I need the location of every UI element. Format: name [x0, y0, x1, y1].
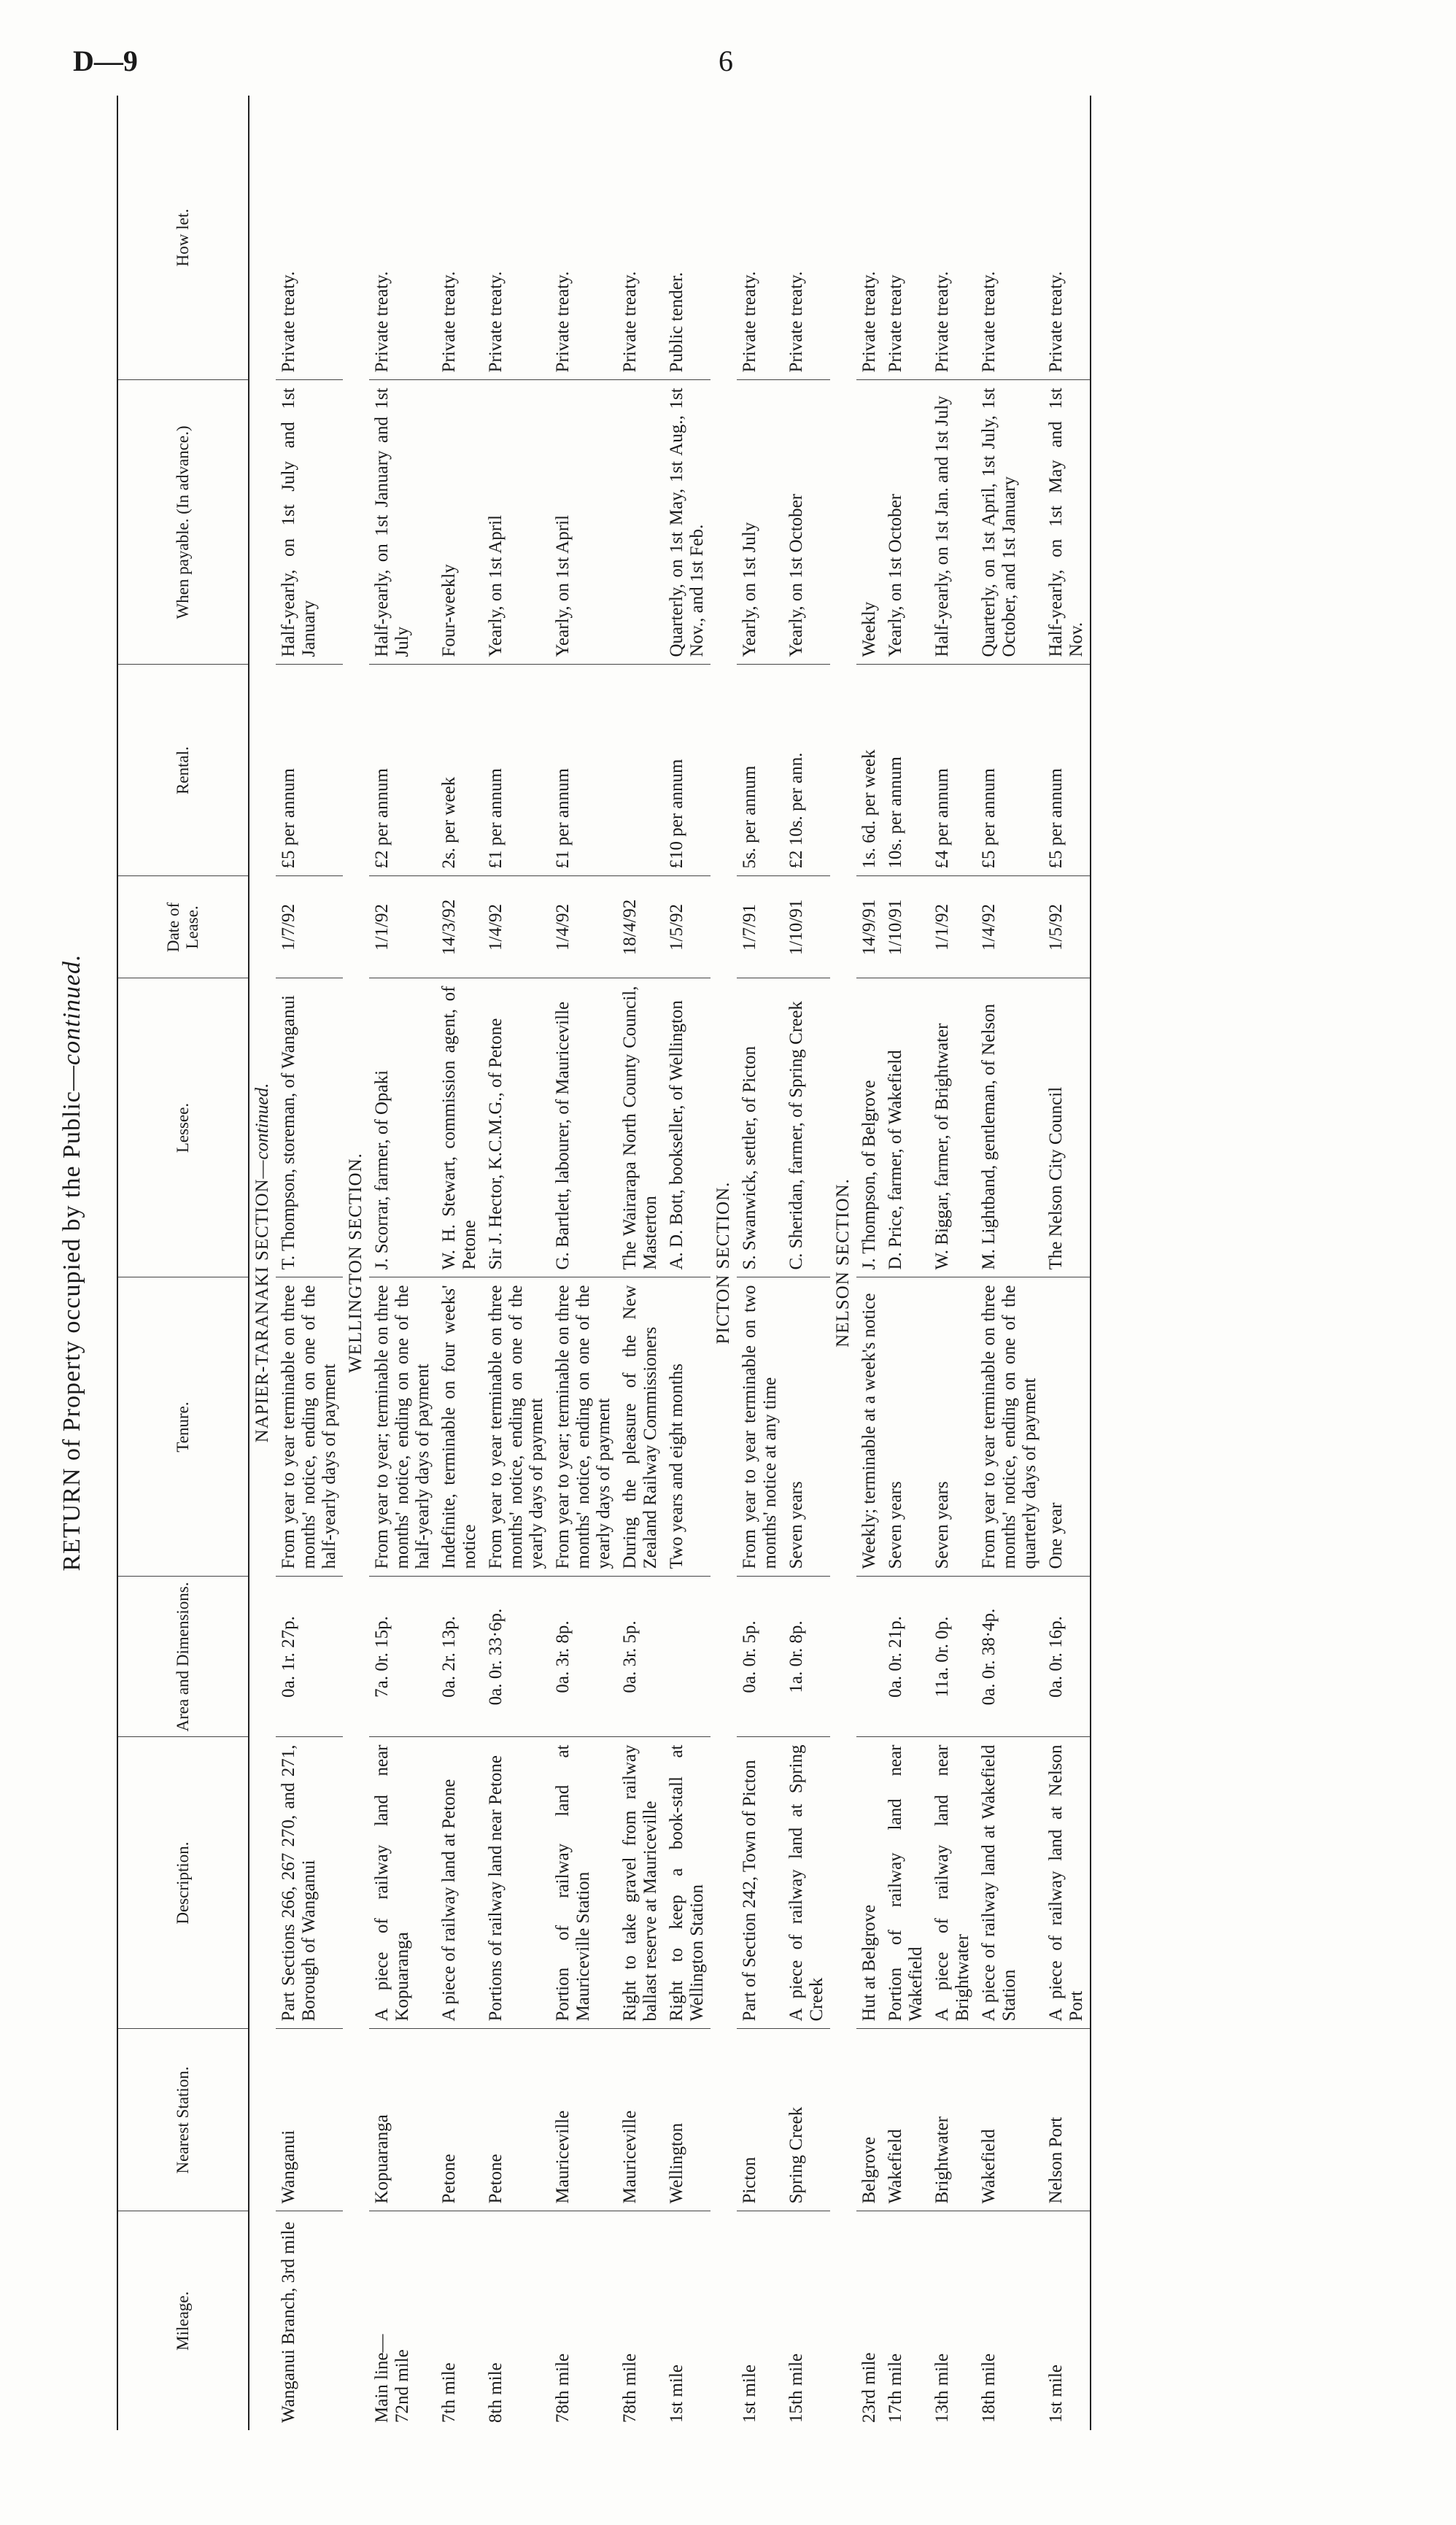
table-row — [737, 96, 783, 2430]
date-cell: 1/5/92 — [1043, 876, 1091, 978]
rental-cell — [617, 665, 664, 876]
column-header: Description. — [117, 1737, 249, 2029]
date-cell: 1/4/92 — [550, 876, 617, 978]
description-cell: A piece of railway land at Petone — [436, 1737, 483, 2029]
tenure-cell: One year — [1043, 1277, 1091, 1577]
property-return-table — [117, 96, 1091, 2430]
tenure-cell: From year to year terminable on three months' notice, ending on one of the yearly days of payment — [483, 1277, 550, 1577]
mileage-cell: 17th mile — [883, 2211, 929, 2430]
rental-cell: £5 per annum — [1043, 665, 1091, 876]
description-cell: A piece of railway land near Kopuaranga — [369, 1737, 436, 2029]
payable-cell: Half-yearly, on 1st January and 1st July — [369, 380, 436, 665]
payable-cell: Half-yearly, on 1st May and 1st Nov. — [1043, 380, 1091, 665]
rental-cell: 1s. 6d. per week — [856, 665, 883, 876]
header-row — [117, 96, 249, 2430]
tenure-cell: During the pleasure of the New Zealand Railway Commissioners — [617, 1277, 664, 1577]
lessee-cell: T. Thompson, storeman, of Wanganui — [276, 978, 343, 1277]
description-cell: Right to take gravel from railway ballast reserve at Mauriceville — [617, 1737, 664, 2029]
section-heading: NELSON SECTION. — [833, 1178, 853, 1347]
how-let-cell: Private treaty. — [617, 96, 664, 380]
column-header: Lessee. — [117, 978, 249, 1277]
area-cell: 11a. 0r. 0p. — [929, 1577, 976, 1737]
rental-cell: £5 per annum — [276, 665, 343, 876]
section-heading: NAPIER-TARANAKI SECTION—continued. — [252, 1083, 272, 1443]
table-row — [929, 96, 976, 2430]
station-cell: Petone — [483, 2029, 550, 2211]
area-cell: 0a. 0r. 33·6p. — [483, 1577, 550, 1737]
mileage-cell: 1st mile — [1043, 2211, 1091, 2430]
table-row — [483, 96, 550, 2430]
area-cell: 0a. 3r. 8p. — [550, 1577, 617, 1737]
description-cell: A piece of railway land at Wakefield Station — [976, 1737, 1043, 2029]
rental-cell: £2 per annum — [369, 665, 436, 876]
section-heading: PICTON SECTION. — [713, 1181, 733, 1345]
column-header: Rental. — [117, 665, 249, 876]
mileage-value: 72nd mile — [392, 2349, 412, 2423]
rental-cell: 10s. per annum — [883, 665, 929, 876]
station-cell: Wakefield — [883, 2029, 929, 2211]
tenure-cell: Two years and eight months — [664, 1277, 710, 1577]
lessee-cell: G. Bartlett, labourer, of Mauriceville — [550, 978, 617, 1277]
how-let-cell: Private treaty. — [550, 96, 617, 380]
station-cell: Mauriceville — [550, 2029, 617, 2211]
column-header: Area and Dimensions. — [117, 1577, 249, 1737]
date-cell: 1/10/91 — [883, 876, 929, 978]
table-row — [276, 96, 343, 2430]
mileage-prefix: Main line— — [372, 2334, 392, 2423]
description-cell: Portions of railway land near Petone — [483, 1737, 550, 2029]
column-header: How let. — [117, 96, 249, 380]
table-row — [550, 96, 617, 2430]
mileage-cell: 7th mile — [436, 2211, 483, 2430]
payable-cell: Quarterly, on 1st May, 1st Aug., 1st Nov., and 1st Feb. — [664, 380, 710, 665]
station-cell: Wellington — [664, 2029, 710, 2211]
column-header: Date of Lease. — [117, 876, 249, 978]
description-cell: A piece of railway land at Nelson Port — [1043, 1737, 1091, 2029]
how-let-cell: Private treaty. — [369, 96, 436, 380]
mileage-cell: 18th mile — [976, 2211, 1043, 2430]
station-cell: Kopuaranga — [369, 2029, 436, 2211]
lessee-cell: Sir J. Hector, K.C.M.G., of Petone — [483, 978, 550, 1277]
rental-cell: £1 per annum — [550, 665, 617, 876]
lessee-cell: A. D. Bott, bookseller, of Wellington — [664, 978, 710, 1277]
area-cell — [856, 1577, 883, 1737]
area-cell: 0a. 3r. 5p. — [617, 1577, 664, 1737]
section-heading-row — [710, 96, 737, 2430]
tenure-cell: Seven years — [783, 1277, 830, 1577]
column-header: When payable. (In advance.) — [117, 380, 249, 665]
tenure-cell: From year to year; terminable on three months' notice, ending on one of the half-yearly days of payment — [369, 1277, 436, 1577]
tenure-cell: From year to year terminable on three months' notice, ending on one of the half-yearly days of payment — [276, 1277, 343, 1577]
rental-cell: £5 per annum — [976, 665, 1043, 876]
payable-cell: Yearly, on 1st April — [483, 380, 550, 665]
column-header: Nearest Station. — [117, 2029, 249, 2211]
how-let-cell: Public tender. — [664, 96, 710, 380]
lessee-cell: J. Thompson, of Belgrove — [856, 978, 883, 1277]
lessee-cell: S. Swanwick, settler, of Picton — [737, 978, 783, 1277]
table-row — [856, 96, 883, 2430]
description-cell: Part Sections 266, 267 270, and 271, Borough of Wanganui — [276, 1737, 343, 2029]
tenure-cell: From year to year terminable on two months' notice at any time — [737, 1277, 783, 1577]
mileage-cell — [369, 2211, 436, 2430]
how-let-cell: Private treaty — [883, 96, 929, 380]
date-cell: 1/1/92 — [369, 876, 436, 978]
area-cell: 0a. 0r. 5p. — [737, 1577, 783, 1737]
date-cell: 18/4/92 — [617, 876, 664, 978]
date-cell: 14/9/91 — [856, 876, 883, 978]
payable-cell: Half-yearly, on 1st July and 1st January — [276, 380, 343, 665]
rental-cell: £2 10s. per ann. — [783, 665, 830, 876]
table-row — [883, 96, 929, 2430]
page-number: 6 — [719, 45, 733, 77]
lessee-cell: C. Sheridan, farmer, of Spring Creek — [783, 978, 830, 1277]
date-cell: 1/4/92 — [483, 876, 550, 978]
section-heading-row — [343, 96, 369, 2430]
tenure-cell: Weekly; terminable at a week's notice — [856, 1277, 883, 1577]
station-cell: Brightwater — [929, 2029, 976, 2211]
how-let-cell: Private treaty. — [976, 96, 1043, 380]
area-cell: 0a. 0r. 21p. — [883, 1577, 929, 1737]
payable-cell: Weekly — [856, 380, 883, 665]
how-let-cell: Private treaty. — [737, 96, 783, 380]
station-cell: Spring Creek — [783, 2029, 830, 2211]
date-cell: 1/1/92 — [929, 876, 976, 978]
area-cell: 7a. 0r. 15p. — [369, 1577, 436, 1737]
tenure-cell: From year to year terminable on three months' notice, ending on one of the quarterly days of payment — [976, 1277, 1043, 1577]
table-row — [664, 96, 710, 2430]
station-cell: Nelson Port — [1043, 2029, 1091, 2211]
payable-cell — [617, 380, 664, 665]
mileage-cell: 13th mile — [929, 2211, 976, 2430]
station-cell: Petone — [436, 2029, 483, 2211]
lessee-cell: W. H. Stewart, commission agent, of Petone — [436, 978, 483, 1277]
tenure-cell: From year to year; terminable on three months' notice, ending on one of the yearly days of payment — [550, 1277, 617, 1577]
date-cell: 1/10/91 — [783, 876, 830, 978]
description-cell: Right to keep a book-stall at Wellington Station — [664, 1737, 710, 2029]
station-cell: Wakefield — [976, 2029, 1043, 2211]
page-title — [58, 0, 86, 2525]
section-heading-row — [249, 96, 276, 2430]
column-header: Mileage. — [117, 2211, 249, 2430]
lessee-cell: D. Price, farmer, of Wakefield — [883, 978, 929, 1277]
area-cell: 0a. 0r. 38·4p. — [976, 1577, 1043, 1737]
how-let-cell: Private treaty. — [783, 96, 830, 380]
date-cell: 1/5/92 — [664, 876, 710, 978]
mileage-cell: 78th mile — [550, 2211, 617, 2430]
station-cell: Mauriceville — [617, 2029, 664, 2211]
date-cell: 14/3/92 — [436, 876, 483, 978]
area-cell — [664, 1577, 710, 1737]
table-row — [1043, 96, 1091, 2430]
payable-cell: Yearly, on 1st July — [737, 380, 783, 665]
area-cell: 0a. 1r. 27p. — [276, 1577, 343, 1737]
tenure-cell: Seven years — [929, 1277, 976, 1577]
page-title-main: RETURN of Property occupied by the Public— — [58, 1065, 85, 1571]
lessee-cell: The Nelson City Council — [1043, 978, 1091, 1277]
payable-cell: Yearly, on 1st October — [883, 380, 929, 665]
how-let-cell: Private treaty. — [436, 96, 483, 380]
rental-cell: £10 per annum — [664, 665, 710, 876]
page-code: D—9 — [73, 45, 138, 77]
payable-cell: Quarterly, on 1st April, 1st July, 1st October, and 1st January — [976, 380, 1043, 665]
table-row — [369, 96, 436, 2430]
area-cell: 0a. 0r. 16p. — [1043, 1577, 1091, 1737]
lessee-cell: W. Biggar, farmer, of Brightwater — [929, 978, 976, 1277]
date-cell: 1/7/92 — [276, 876, 343, 978]
payable-cell: Four-weekly — [436, 380, 483, 665]
rental-cell: 2s. per week — [436, 665, 483, 876]
rental-cell: £4 per annum — [929, 665, 976, 876]
how-let-cell: Private treaty. — [1043, 96, 1091, 380]
mileage-cell: 1st mile — [664, 2211, 710, 2430]
page-title-suffix: continued. — [58, 954, 85, 1066]
table-row — [783, 96, 830, 2430]
payable-cell: Yearly, on 1st October — [783, 380, 830, 665]
lessee-cell: M. Lightband, gentleman, of Nelson — [976, 978, 1043, 1277]
station-cell: Picton — [737, 2029, 783, 2211]
lessee-cell: J. Scorrar, farmer, of Opaki — [369, 978, 436, 1277]
date-cell: 1/4/92 — [976, 876, 1043, 978]
mileage-cell: Wanganui Branch, 3rd mile — [276, 2211, 343, 2430]
how-let-cell: Private treaty. — [856, 96, 883, 380]
description-cell: Portion of railway land near Wakefield — [883, 1737, 929, 2029]
section-heading: WELLINGTON SECTION. — [346, 1153, 365, 1373]
description-cell: Part of Section 242, Town of Picton — [737, 1737, 783, 2029]
how-let-cell: Private treaty. — [276, 96, 343, 380]
mileage-cell: 23rd mile — [856, 2211, 883, 2430]
mileage-cell: 15th mile — [783, 2211, 830, 2430]
table-row — [976, 96, 1043, 2430]
area-cell: 1a. 0r. 8p. — [783, 1577, 830, 1737]
area-cell: 0a. 2r. 13p. — [436, 1577, 483, 1737]
payable-cell: Half-yearly, on 1st Jan. and 1st July — [929, 380, 976, 665]
lessee-cell: The Wairarapa North County Council, Masterton — [617, 978, 664, 1277]
date-cell: 1/7/91 — [737, 876, 783, 978]
how-let-cell: Private treaty. — [483, 96, 550, 380]
rental-cell: 5s. per annum — [737, 665, 783, 876]
column-header: Tenure. — [117, 1277, 249, 1577]
mileage-cell: 78th mile — [617, 2211, 664, 2430]
how-let-cell: Private treaty. — [929, 96, 976, 380]
mileage-cell: 8th mile — [483, 2211, 550, 2430]
table-row — [617, 96, 664, 2430]
description-cell: Portion of railway land at Mauriceville Station — [550, 1737, 617, 2029]
rental-cell: £1 per annum — [483, 665, 550, 876]
payable-cell: Yearly, on 1st April — [550, 380, 617, 665]
station-cell: Belgrove — [856, 2029, 883, 2211]
description-cell: A piece of railway land near Brightwater — [929, 1737, 976, 2029]
description-cell: A piece of railway land at Spring Creek — [783, 1737, 830, 2029]
table-row — [436, 96, 483, 2430]
mileage-cell: 1st mile — [737, 2211, 783, 2430]
section-heading-row — [830, 96, 856, 2430]
tenure-cell: Seven years — [883, 1277, 929, 1577]
tenure-cell: Indefinite, terminable on four weeks' notice — [436, 1277, 483, 1577]
station-cell: Wanganui — [276, 2029, 343, 2211]
description-cell: Hut at Belgrove — [856, 1737, 883, 2029]
